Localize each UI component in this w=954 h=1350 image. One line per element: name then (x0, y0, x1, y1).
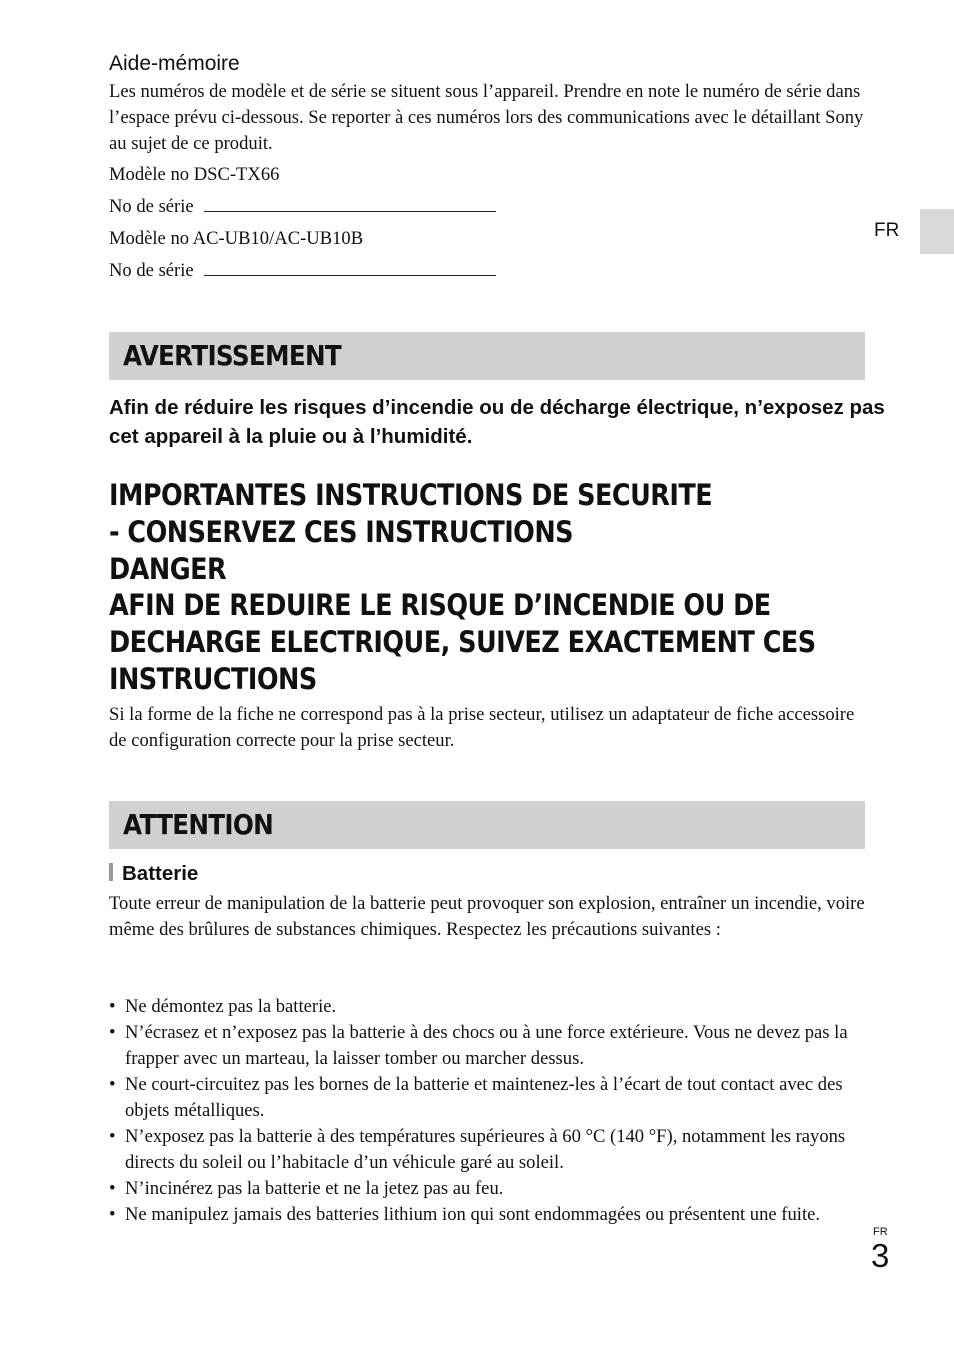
batterie-subheading (109, 862, 198, 886)
avertissement-warning: Afin de réduire les risques d’incendie ou de décharge électrique, n’exposez pas cet appareil à la pluie ou à l’humidité. (109, 396, 885, 448)
batterie-intro: Toute erreur de manipulation de la batterie peut provoquer son explosion, entraîner un incendie, voire même des brûlures de substances chimiques. Respectez les précautions suivantes : (109, 893, 865, 940)
model-record-camera (109, 164, 279, 186)
attention-heading: ATTENTION (123, 808, 273, 841)
aide-memoire-text: Les numéros de modèle et de série se situent sous l’appareil. Prendre en note le numéro de série dans l’espace prévu ci-dessous. Se reporter à ces numéros lors des communications avec le détaillant Sony au sujet de ce produit. (109, 81, 864, 154)
list-item: • N’écrasez et n’exposez pas la batterie à des chocs ou à une force extérieure. Vous ne devez pas la frapper avec un marteau, la laisser tomber ou marcher dessus. (109, 1020, 869, 1072)
heading-line: INSTRUCTIONS (109, 661, 317, 696)
serial-label-adapter: No de série (109, 260, 194, 281)
serial-blank-line (204, 261, 496, 276)
list-item: • Ne démontez pas la batterie. (109, 994, 869, 1020)
serial-record-camera (109, 196, 496, 218)
heading-line: AFIN DE REDUIRE LE RISQUE D’INCENDIE OU DE (109, 588, 771, 623)
heading-line: DANGER (109, 551, 227, 586)
attention-banner (109, 801, 865, 849)
list-item: • N’exposez pas la batterie à des températures supérieures à 60 °C (140 °F), notamment les rayons directs du soleil ou l’habitacle d’un véhicule garé au soleil. (109, 1124, 869, 1176)
model-record-adapter (109, 228, 363, 250)
batterie-precautions-list (109, 994, 869, 1228)
aide-memoire-title: Aide-mémoire (109, 52, 240, 75)
serial-label-camera: No de série (109, 196, 194, 217)
page-number: 3 (871, 1237, 890, 1274)
list-item: • Ne manipulez jamais des batteries lithium ion qui sont endommagées ou présentent une fuite. (109, 1202, 869, 1228)
serial-record-adapter (109, 260, 496, 282)
list-item: • Ne court-circuitez pas les bornes de la batterie et maintenez-les à l’écart de tout contact avec des objets métalliques. (109, 1072, 869, 1124)
heading-line: - CONSERVEZ CES INSTRUCTIONS (109, 514, 574, 549)
list-item: • N’incinérez pas la batterie et ne la jetez pas au feu. (109, 1176, 869, 1202)
language-side-label: FR (874, 220, 900, 241)
batterie-subheading-text: Batterie (122, 862, 199, 885)
serial-blank-line (204, 197, 496, 212)
model-label-adapter: Modèle no AC-UB10/AC-UB10B (109, 228, 364, 249)
model-label-camera: Modèle no DSC-TX66 (109, 164, 280, 185)
plug-adapter-note: Si la forme de la fiche ne correspond pas à la prise secteur, utilisez un adaptateur de fiche accessoire de configuration correcte pour la prise secteur. (109, 704, 855, 751)
subheading-bar-marker (109, 863, 113, 881)
language-side-tab (920, 209, 954, 254)
avertissement-heading: AVERTISSEMENT (123, 339, 341, 372)
heading-line: DECHARGE ELECTRIQUE, SUIVEZ EXACTEMENT CES (109, 625, 816, 660)
heading-line: IMPORTANTES INSTRUCTIONS DE SECURITE (109, 478, 713, 512)
important-instructions-heading (109, 477, 901, 698)
avertissement-banner (109, 332, 865, 380)
page-language-code: FR (873, 1226, 888, 1238)
